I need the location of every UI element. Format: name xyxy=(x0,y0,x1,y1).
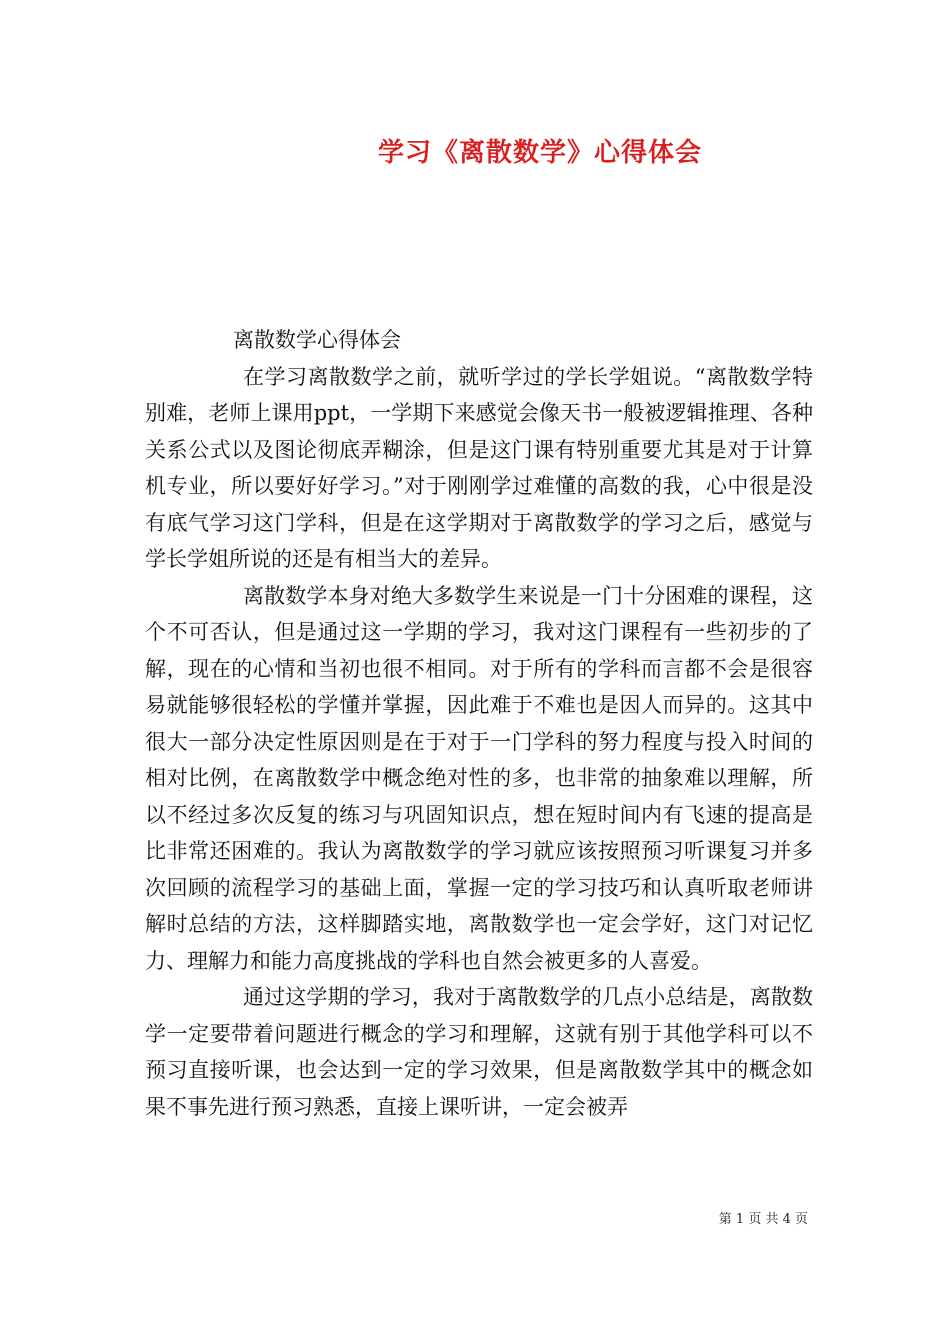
paragraph-1: 在学习离散数学之前，就听学过的学长学姐说。“离散数学特别难，老师上课用ppt，一学期下来感觉会像天书一般被逻辑推理、各种关系公式以及图论彻底弄糊涂，但是这门课有特别重要尤其是对于计算机专业，所以要好好学习。”对于刚刚学过难懂的高数的我，心中很是没有底气学习这门学科，但是在这学期对于离散数学的学习之后，感觉与学长学姐所说的还是有相当大的差异。 xyxy=(145,364,813,571)
document-body xyxy=(145,322,813,1125)
paragraph-2: 离散数学本身对绝大多数学生来说是一门十分困难的课程，这个不可否认，但是通过这一学期的学习，我对这门课程有一些初步的了解，现在的心情和当初也很不相同。对于所有的学科而言都不会是很容易就能够很轻松的学懂并掌握，因此难于不难也是因人而异的。这其中很大一部分决定性原因则是在于对于一门学科的努力程度与投入时间的相对比例，在离散数学中概念绝对性的多，也非常的抽象难以理解，所以不经过多次反复的练习与巩固知识点，想在短时间内有飞速的提高是比非常还困难的。我认为离散数学的学习就应该按照预习听课复习并多次回顾的流程学习的基础上面，掌握一定的学习技巧和认真听取老师讲解时总结的方法，这样脚踏实地，离散数学也一定会学好，这门对记忆力、理解力和能力高度挑战的学科也自然会被更多的人喜爱。 xyxy=(145,583,813,973)
paragraph-3: 通过这学期的学习，我对于离散数学的几点小总结是，离散数学一定要带着问题进行概念的学习和理解，这就有别于其他学科可以不预习直接听课，也会达到一定的学习效果，但是离散数学其中的概念如果不事先进行预习熟悉，直接上课听讲，一定会被弄 xyxy=(145,985,813,1119)
page-number-footer: 第 1 页 共 4 页 xyxy=(718,1212,808,1227)
document-title: 学习《离散数学》心得体会 xyxy=(377,138,702,168)
document-subtitle: 离散数学心得体会 xyxy=(233,328,401,352)
